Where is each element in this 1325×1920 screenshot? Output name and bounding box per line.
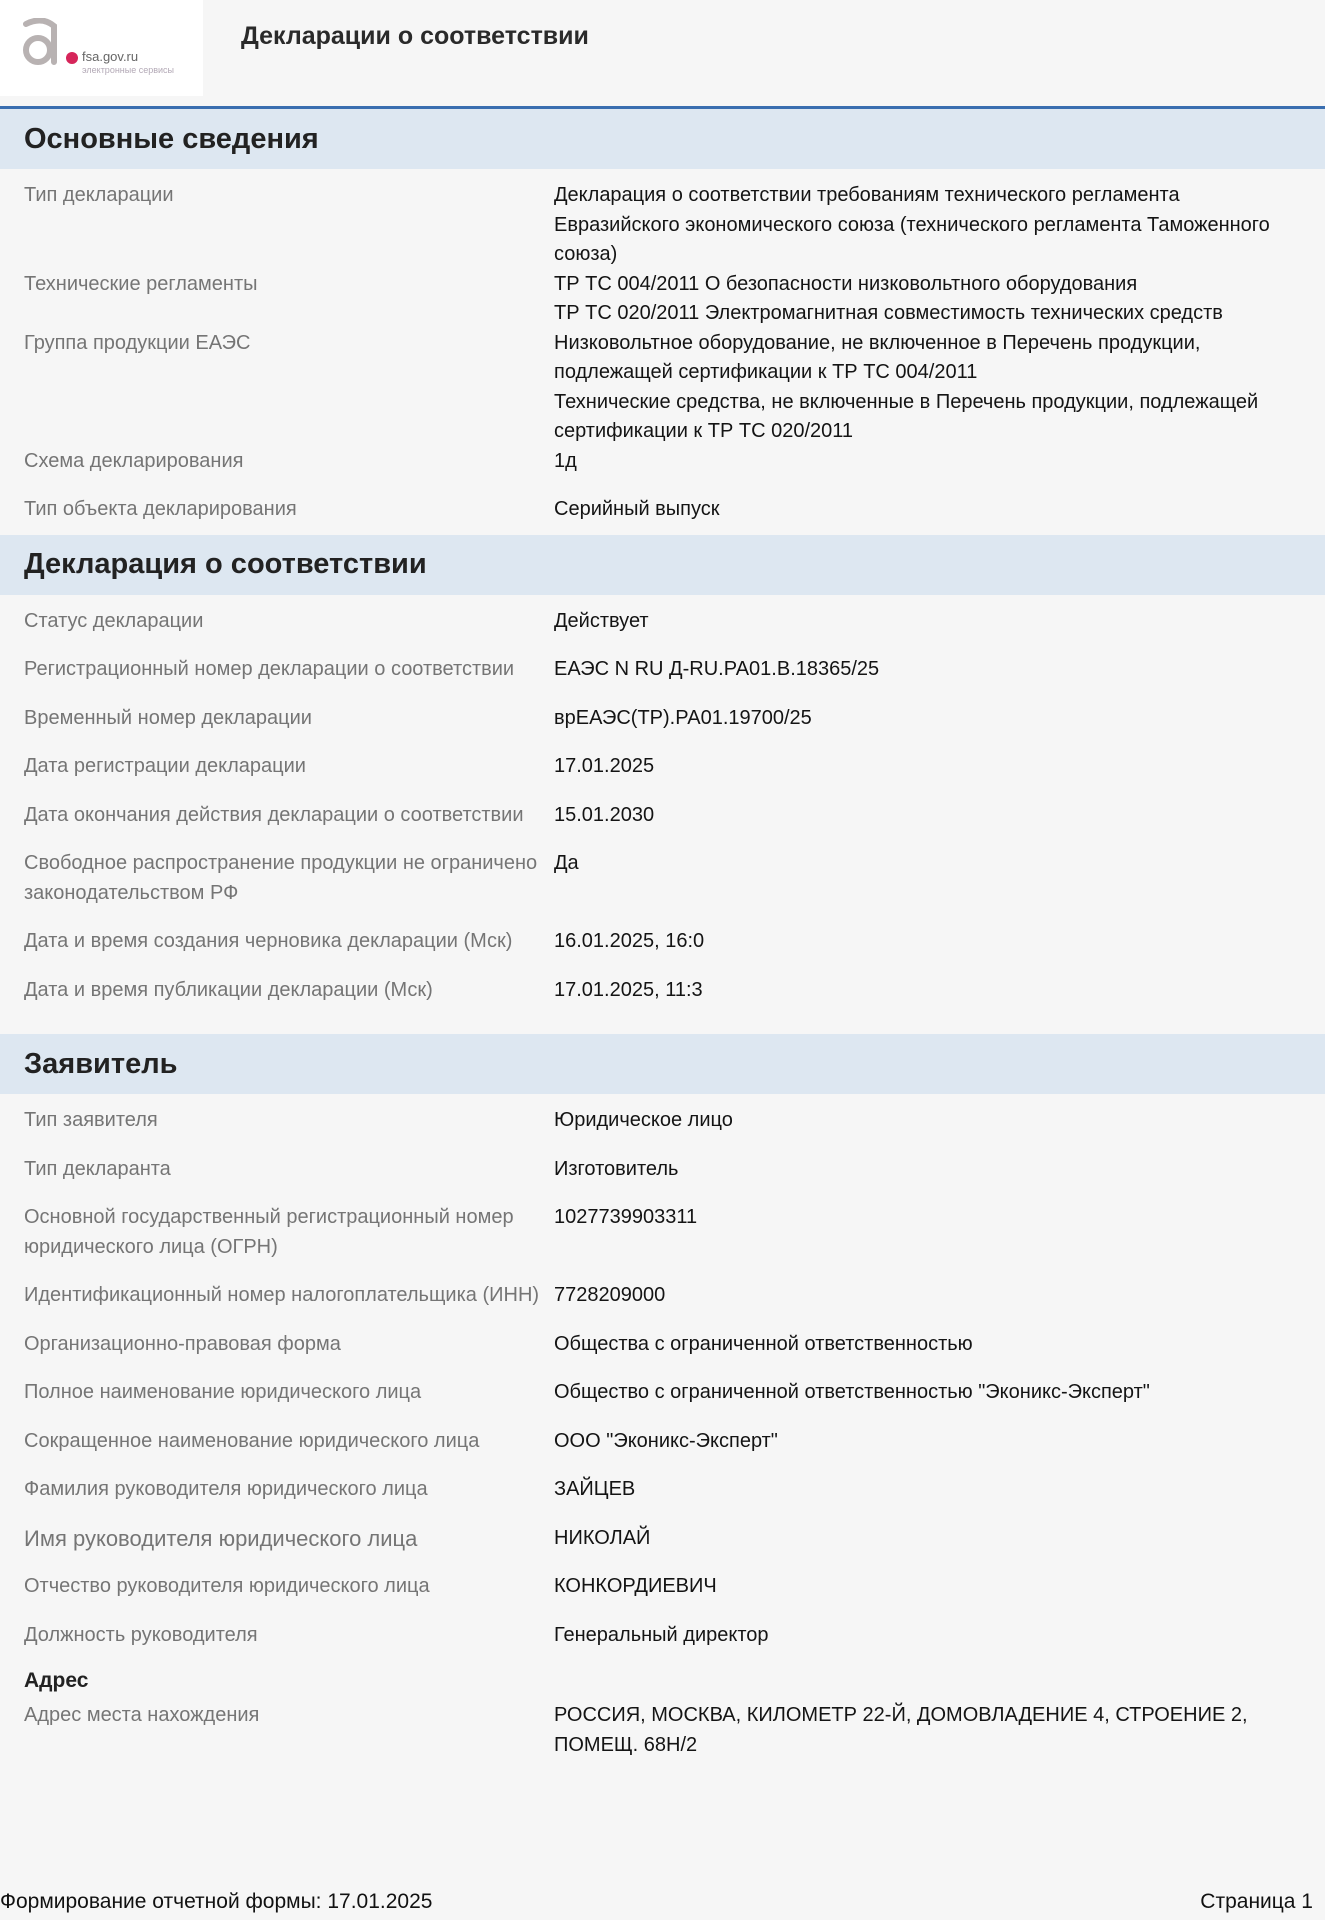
page-title: Декларации о соответствии (241, 22, 589, 50)
field-value: ООО "Эконикс-Эксперт" (554, 1429, 778, 1452)
field-label: Идентификационный номер налогоплательщика (ИНН) (24, 1284, 540, 1306)
field-row (24, 1203, 1301, 1262)
field-label: Технические регламенты (24, 272, 258, 295)
field-value: Да (554, 852, 579, 874)
field-row (24, 655, 1301, 685)
field-value: Изготовитель (554, 1157, 679, 1180)
field-value: ТР ТС 004/2011 О безопасности низковольтного оборудования (554, 272, 1138, 295)
field-label: Тип декларанта (24, 1157, 171, 1180)
field-row (24, 607, 1301, 637)
address-subheading: Адрес (24, 1669, 89, 1692)
field-row (24, 976, 1301, 1006)
report-date: Формирование отчетной формы: 17.01.2025 (0, 1890, 433, 1913)
field-value: 15.01.2030 (554, 803, 655, 826)
field-row (24, 927, 1301, 957)
field-row (24, 1572, 1301, 1602)
field-row (24, 329, 1301, 447)
section-applicant-heading: Заявитель (0, 1034, 1325, 1094)
field-label: Должность руководителя (24, 1623, 258, 1646)
field-label: Статус декларации (24, 609, 204, 632)
section-applicant-body (0, 1094, 1325, 1789)
field-value: 1д (554, 449, 577, 472)
field-row (24, 1475, 1301, 1505)
field-value: КОНКОРДИЕВИЧ (554, 1575, 717, 1597)
status-value: Действует (554, 609, 649, 632)
field-row (24, 1330, 1301, 1360)
section-basic-heading: Основные сведения (0, 109, 1325, 169)
field-label: Сокращенное наименование юридического лица (24, 1429, 480, 1452)
logo-site-text: fsa.gov.ru (82, 49, 139, 64)
field-label: Полное наименование юридического лица (24, 1381, 422, 1403)
field-label: Дата окончания действия декларации о соответствии (24, 803, 524, 826)
field-value: Серийный выпуск (554, 498, 720, 520)
field-value: ЕАЭС N RU Д-RU.РА01.В.18365/25 (554, 658, 880, 680)
field-value: врЕАЭС(ТР).РА01.19700/25 (554, 706, 812, 729)
field-row (24, 752, 1301, 782)
field-row (24, 704, 1301, 734)
field-label: Тип заявителя (24, 1109, 158, 1131)
field-row (24, 447, 1301, 477)
field-value: 16.01.2025, 16:0 (554, 930, 705, 952)
field-row (24, 1701, 1301, 1760)
field-value: НИКОЛАЙ (554, 1526, 651, 1549)
field-label: Регистрационный номер декларации о соответствии (24, 658, 515, 680)
field-row (24, 270, 1301, 329)
section-basic-body (0, 169, 1325, 535)
field-label: Свободное распространение продукции не ограничено законодательством РФ (24, 852, 538, 904)
field-value: 17.01.2025 (554, 755, 655, 777)
field-row (24, 1621, 1301, 1651)
field-value: Низковольтное оборудование, не включенное в Перечень продукции, подлежащей сертификации к ТР ТС 004/2011 (554, 331, 1201, 383)
page-header (0, 0, 1325, 109)
page-footer (0, 1888, 1325, 1920)
field-row (24, 495, 1301, 525)
field-value: ЗАЙЦЕВ (554, 1478, 636, 1500)
field-row (24, 181, 1301, 270)
field-label: Дата и время публикации декларации (Мск) (24, 978, 433, 1001)
field-label: Тип декларации (24, 184, 174, 206)
field-label: Дата и время создания черновика декларации (Мск) (24, 930, 513, 952)
field-label: Схема декларирования (24, 449, 244, 472)
section-declaration-body (0, 595, 1325, 1035)
field-row (24, 1378, 1301, 1408)
field-value-list (554, 270, 1301, 329)
field-label: Организационно-правовая форма (24, 1332, 341, 1355)
field-label: Тип объекта декларирования (24, 498, 297, 520)
field-value: Общество с ограниченной ответственностью "Эконикс-Эксперт" (554, 1381, 1150, 1403)
field-value: 1027739903311 (554, 1206, 698, 1228)
field-value: Декларация о соответствии требованиям технического регламента Евразийского экономического союза (технического регламента Таможенного союза) (554, 184, 1270, 265)
field-value-list (554, 329, 1301, 447)
fsa-logo-icon (18, 18, 80, 70)
logo-subtitle: электронные сервисы (82, 65, 175, 75)
field-label: Группа продукции ЕАЭС (24, 331, 251, 354)
field-value: ТР ТС 020/2011 Электромагнитная совместимость технических средств (554, 302, 1223, 324)
fsa-logo[interactable] (0, 0, 203, 96)
field-value: Юридическое лицо (554, 1109, 733, 1131)
field-label: Дата регистрации декларации (24, 755, 306, 777)
field-label: Основной государственный регистрационный номер юридического лица (ОГРН) (24, 1206, 514, 1258)
field-row (24, 1427, 1301, 1457)
field-value: Технические средства, не включенные в Перечень продукции, подлежащей сертификации к ТР ТС 020/2011 (554, 390, 1259, 442)
field-label: Фамилия руководителя юридического лица (24, 1478, 428, 1500)
field-label: Временный номер декларации (24, 706, 312, 729)
field-label: Адрес места нахождения (24, 1704, 260, 1726)
field-label: Отчество руководителя юридического лица (24, 1575, 430, 1597)
field-value: РОССИЯ, МОСКВА, КИЛОМЕТР 22-Й, ДОМОВЛАДЕНИЕ 4, СТРОЕНИЕ 2, ПОМЕЩ. 68Н/2 (554, 1704, 1248, 1756)
field-row (24, 1281, 1301, 1311)
field-value: 7728209000 (554, 1284, 666, 1306)
field-value: 17.01.2025, 11:3 (554, 978, 703, 1001)
field-row (24, 1155, 1301, 1185)
field-row (24, 1524, 1301, 1554)
section-declaration-heading: Декларация о соответствии (0, 535, 1325, 595)
field-value: Генеральный директор (554, 1623, 769, 1646)
field-row (24, 801, 1301, 831)
field-row (24, 849, 1301, 908)
field-row (24, 1106, 1301, 1136)
page-number: Страница 1 (1200, 1890, 1313, 1913)
field-value: Общества с ограниченной ответственностью (554, 1332, 973, 1355)
field-label: Имя руководителя юридического лица (24, 1525, 418, 1551)
